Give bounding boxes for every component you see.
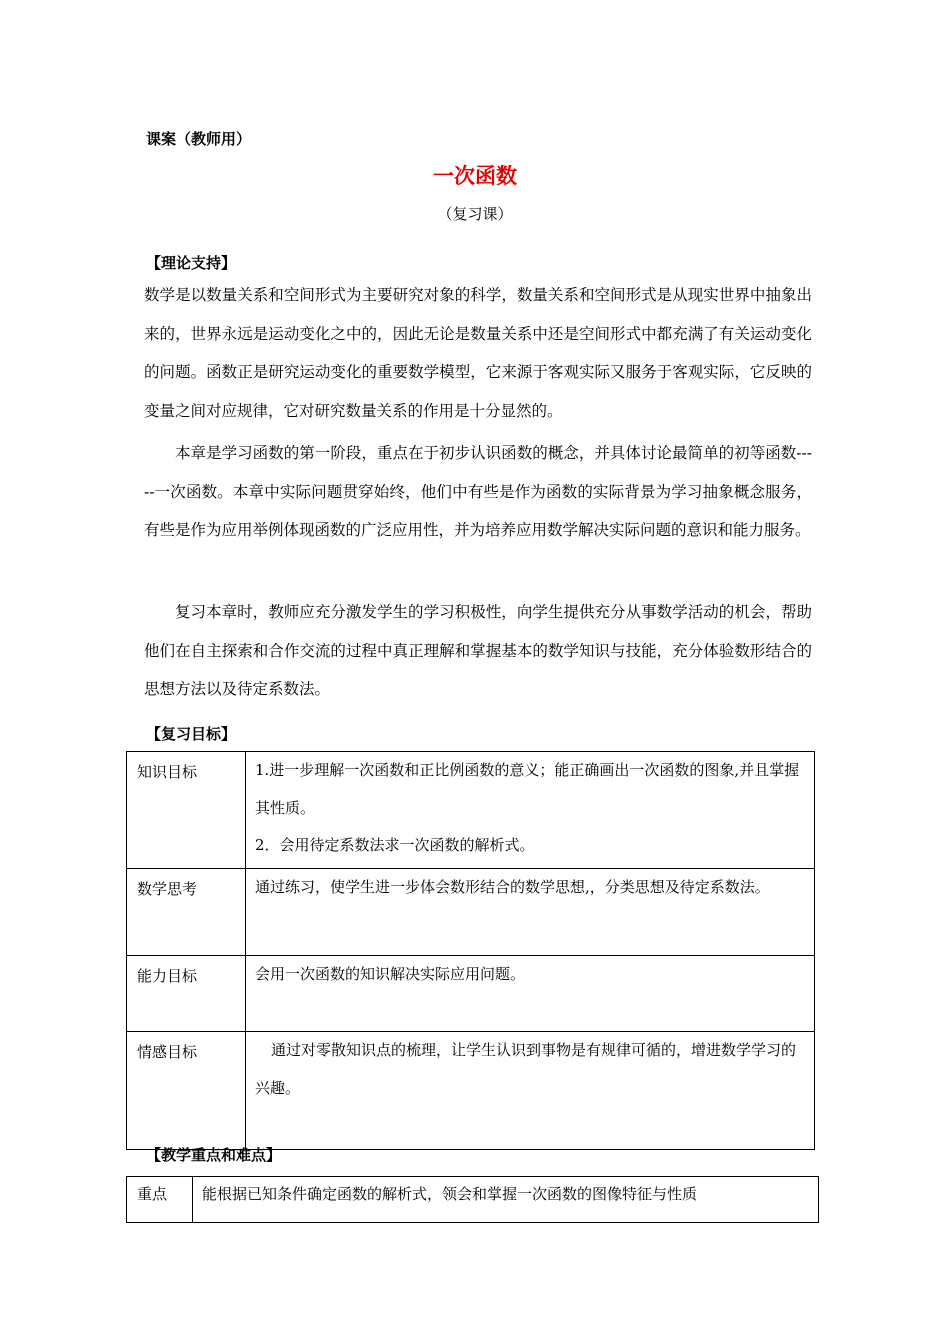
goal-content-line: 通过练习，使学生进一步体会数形结合的数学思想,，分类思想及待定系数法。 (255, 878, 770, 896)
goal-content-line: 1.进一步理解一次函数和正比例函数的意义；能正确画出一次函数的图象,并且掌握其性质。 (255, 761, 800, 817)
goal-name: 知识目标 (127, 752, 246, 869)
document-label: 课案（教师用） (146, 130, 252, 148)
keypoint-name: 重点 (127, 1177, 193, 1223)
goals-table (126, 751, 815, 1150)
goal-content (246, 752, 815, 869)
goal-content-line: 会用一次函数的知识解决实际应用问题。 (255, 965, 526, 983)
goal-content-line: 通过对零散知识点的梳理，让学生认识到事物是有规律可循的，增进数学学习的兴趣。 (255, 1041, 797, 1097)
goal-content-line: 2．会用待定系数法求一次函数的解析式。 (255, 836, 535, 854)
keypoints-heading: 【教学重点和难点】 (146, 1146, 282, 1164)
theory-paragraph-1: 数学是以数量关系和空间形式为主要研究对象的科学，数量关系和空间形式是从现实世界中抽象出来的，世界永远是运动变化之中的，因此无论是数量关系中还是空间形式中都充满了有关运动变化的问题。函数正是研究运动变化的重要数学模型，它来源于客观实际又服务于客观实际，它反映的变量之间对应规律，它对研究数量关系的作用是十分显然的。 (144, 286, 812, 420)
goals-heading: 【复习目标】 (146, 725, 237, 743)
theory-heading: 【理论支持】 (146, 254, 237, 272)
goal-name: 能力目标 (127, 956, 246, 1032)
theory-paragraph-3: 复习本章时，教师应充分激发学生的学习积极性，向学生提供充分从事数学活动的机会，帮助他们在自主探索和合作交流的过程中真正理解和掌握基本的数学知识与技能，充分体验数形结合的思想方法以及待定系数法。 (144, 603, 812, 698)
goal-name: 数学思考 (127, 869, 246, 956)
table-row (127, 1032, 815, 1150)
table-row (127, 956, 815, 1032)
goal-content (246, 1032, 815, 1150)
keypoints-table (126, 1176, 819, 1223)
document-title: 一次函数 (433, 164, 517, 188)
table-row (127, 1177, 819, 1223)
document-subtitle: （复习课） (437, 205, 513, 223)
goal-name: 情感目标 (127, 1032, 246, 1150)
goal-content (246, 956, 815, 1032)
goal-content (246, 869, 815, 956)
table-row (127, 752, 815, 869)
theory-paragraph-2: 本章是学习函数的第一阶段，重点在于初步认识函数的概念，并具体讨论最简单的初等函数-----一次函数。本章中实际问题贯穿始终，他们中有些是作为函数的实际背景为学习抽象概念服务，有些是作为应用举例体现函数的广泛应用性，并为培养应用数学解决实际问题的意识和能力服务。 (144, 444, 812, 539)
table-row (127, 869, 815, 956)
keypoint-content: 能根据已知条件确定函数的解析式，领会和掌握一次函数的图像特征与性质 (193, 1177, 819, 1223)
